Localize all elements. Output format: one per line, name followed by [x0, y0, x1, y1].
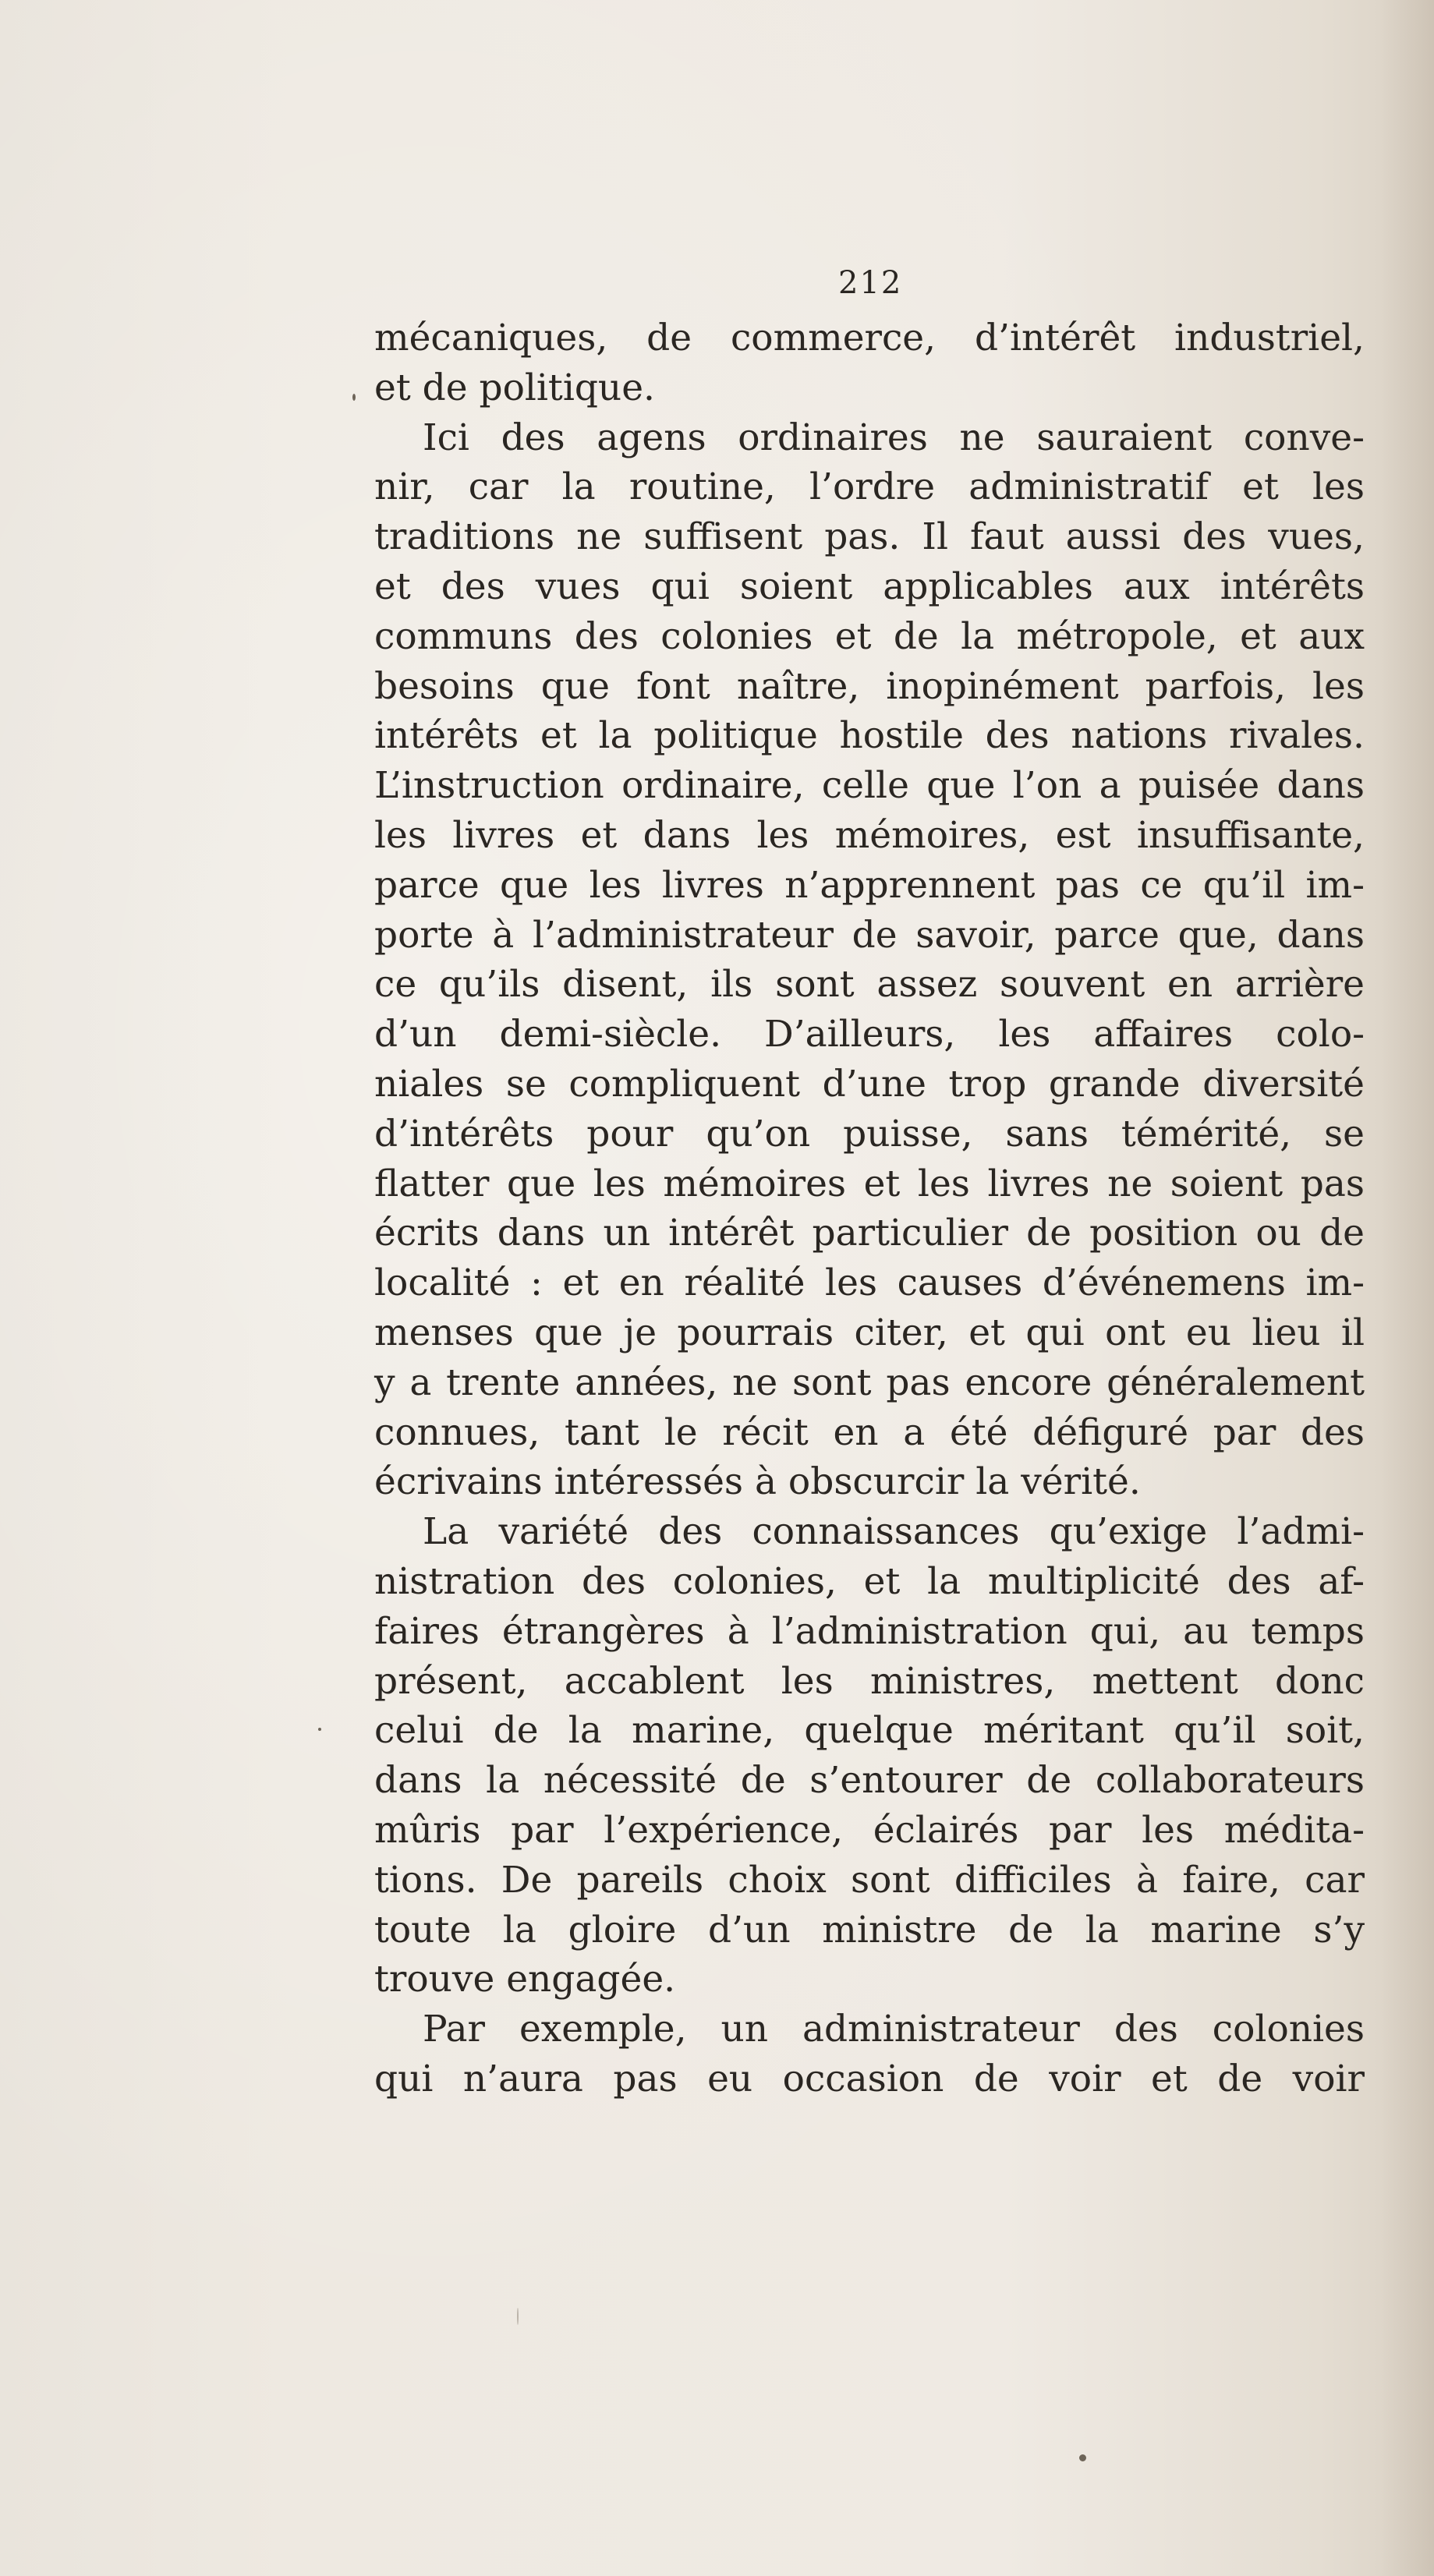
- text-line: nistration des colonies, et la multiplicité des af-: [374, 1559, 1365, 1603]
- text-line: Ici des agens ordinaires ne sauraient conve-: [423, 416, 1365, 459]
- text-line: menses que je pourrais citer, et qui ont eu lieu il: [374, 1311, 1365, 1354]
- paper-speck: [517, 2308, 519, 2325]
- text-line: et de politique.: [374, 366, 655, 409]
- text-line: écrits dans un intérêt particulier de position ou de: [374, 1212, 1365, 1255]
- text-line: nir, car la routine, l’ordre administratif et les: [374, 465, 1365, 509]
- text-line: d’intérêts pour qu’on puisse, sans témérité, se: [374, 1112, 1365, 1155]
- text-line: trouve engagée.: [374, 1958, 676, 2001]
- text-line: y a trente années, ne sont pas encore généralement: [374, 1361, 1365, 1404]
- text-line: présent, accablent les ministres, mettent donc: [374, 1659, 1365, 1703]
- text-line: flatter que les mémoires et les livres ne soient pas: [374, 1162, 1365, 1205]
- page-number: 212: [838, 265, 903, 301]
- text-line: écrivains intéressés à obscurcir la vérité.: [374, 1460, 1141, 1504]
- text-line: porte à l’administrateur de savoir, parce que, dans: [374, 913, 1365, 957]
- text-line: connues, tant le récit en a été défiguré par des: [374, 1410, 1365, 1454]
- body-text: [374, 313, 1365, 2104]
- text-line: communs des colonies et de la métropole, et aux: [374, 614, 1365, 658]
- text-line: celui de la marine, quelque méritant qu’il soit,: [374, 1709, 1365, 1753]
- text-line: besoins que font naître, inopinément parfois, les: [374, 664, 1365, 708]
- paper-speck: [318, 1728, 321, 1731]
- text-line: ce qu’ils disent, ils sont assez souvent en arrière: [374, 963, 1365, 1007]
- text-line: La variété des connaissances qu’exige l’admi-: [423, 1510, 1365, 1554]
- text-line: niales se compliquent d’une trop grande diversité: [374, 1062, 1365, 1106]
- text-line: d’un demi-siècle. D’ailleurs, les affaires colo-: [374, 1013, 1365, 1056]
- paper-speck: [1079, 2454, 1086, 2461]
- text-line: Par exemple, un administrateur des colonies: [423, 2008, 1365, 2051]
- text-line: les livres et dans les mémoires, est insuffisante,: [374, 813, 1365, 857]
- text-line: tions. De pareils choix sont difficiles à faire, car: [374, 1858, 1365, 1902]
- text-line: parce que les livres n’apprennent pas ce qu’il im-: [374, 863, 1365, 907]
- text-line: qui n’aura pas eu occasion de voir et de voir: [374, 2057, 1365, 2100]
- text-line: mécaniques, de commerce, d’intérêt industriel,: [374, 317, 1365, 359]
- paper-speck: [352, 394, 356, 401]
- text-line: et des vues qui soient applicables aux intérêts: [374, 564, 1365, 608]
- text-line: traditions ne suffisent pas. Il faut aussi des vues,: [374, 515, 1365, 559]
- text-line: mûris par l’expérience, éclairés par les médita-: [374, 1808, 1365, 1852]
- text-line: faires étrangères à l’administration qui, au temps: [374, 1609, 1365, 1653]
- text-line: dans la nécessité de s’entourer de collaborateurs: [374, 1759, 1365, 1803]
- text-line: intérêts et la politique hostile des nations rivales.: [374, 714, 1365, 758]
- text-line: localité : et en réalité les causes d’événemens im-: [374, 1261, 1365, 1305]
- text-line: toute la gloire d’un ministre de la marine s’y: [374, 1908, 1365, 1951]
- text-line: L’instruction ordinaire, celle que l’on a puisée dans: [374, 764, 1365, 808]
- page-edge-shadow: [1379, 0, 1434, 2576]
